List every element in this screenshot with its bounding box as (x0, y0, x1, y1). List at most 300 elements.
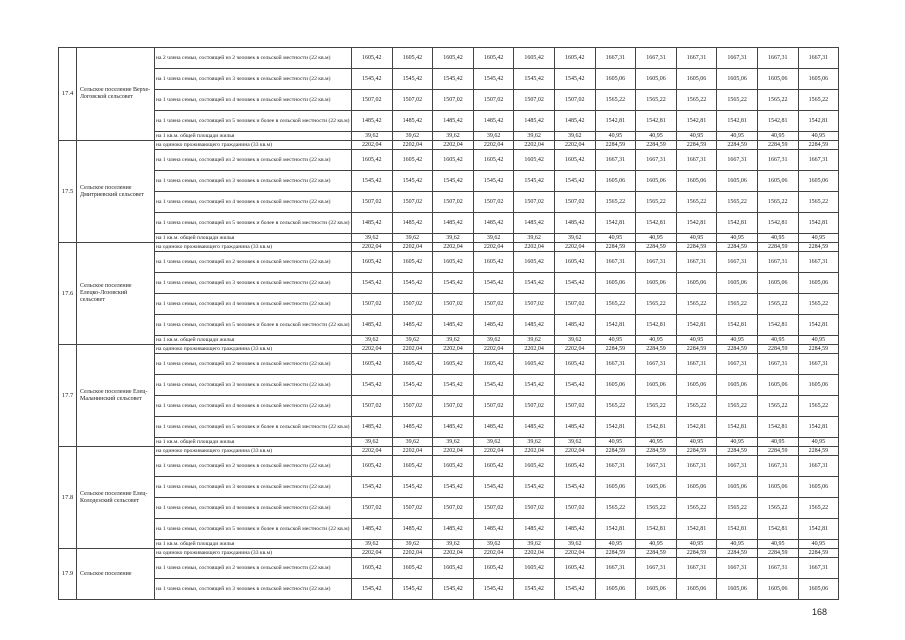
tariff-value: 2284,59 (636, 345, 677, 354)
tariff-value: 1507,02 (554, 90, 595, 111)
municipality-name: Сельское поселение Дмитриевский сельсовет (77, 141, 155, 243)
tariff-value: 40,95 (676, 234, 717, 243)
table-row (59, 375, 839, 396)
tariff-value: 39,62 (392, 438, 433, 447)
tariff-value: 1507,02 (433, 90, 474, 111)
tariff-value: 1545,42 (352, 375, 393, 396)
tariff-value: 2202,04 (554, 243, 595, 252)
tariff-value: 1545,42 (352, 579, 393, 600)
table-row (59, 132, 839, 141)
table-row (59, 111, 839, 132)
table-row (59, 336, 839, 345)
tariff-value: 1605,06 (717, 273, 758, 294)
tariff-value: 1605,42 (392, 456, 433, 477)
tariff-value: 39,62 (554, 438, 595, 447)
tariff-value: 1485,42 (352, 519, 393, 540)
norm-description: на одиноко проживающего гражданина (33 кв.м) (155, 345, 352, 354)
tariff-value: 1605,42 (514, 354, 555, 375)
tariff-value: 1507,02 (473, 498, 514, 519)
table-row (59, 150, 839, 171)
tariff-value: 1507,02 (554, 192, 595, 213)
table-row (59, 252, 839, 273)
tariff-value: 1507,02 (433, 498, 474, 519)
table-row (59, 498, 839, 519)
norm-description: на 1 члена семьи, состоящей из 2 человек в сельской местности (22 кв.м) (155, 456, 352, 477)
tariff-value: 1485,42 (352, 111, 393, 132)
tariff-value: 1485,42 (554, 417, 595, 438)
tariff-value: 40,95 (595, 438, 636, 447)
row-number: 17.6 (59, 243, 77, 345)
tariff-value: 1667,31 (757, 456, 798, 477)
tariff-value: 1542,81 (717, 213, 758, 234)
table-row (59, 213, 839, 234)
tariff-value: 40,95 (636, 438, 677, 447)
table-row (59, 579, 839, 600)
tariff-value: 1565,22 (798, 396, 839, 417)
table-row (59, 48, 839, 69)
tariff-value: 1545,42 (433, 477, 474, 498)
tariff-value: 39,62 (514, 540, 555, 549)
tariff-value: 1605,06 (595, 579, 636, 600)
tariff-value: 1507,02 (392, 90, 433, 111)
table-row (59, 519, 839, 540)
tariff-value: 39,62 (392, 540, 433, 549)
tariff-value: 1565,22 (595, 90, 636, 111)
tariff-value: 2284,59 (636, 549, 677, 558)
tariff-value: 1565,22 (676, 192, 717, 213)
tariff-value: 2284,59 (757, 549, 798, 558)
tariff-value: 1507,02 (514, 396, 555, 417)
tariff-value: 1545,42 (433, 579, 474, 600)
tariff-value: 1545,42 (554, 375, 595, 396)
tariff-value: 1667,31 (676, 48, 717, 69)
tariff-value: 1605,42 (514, 456, 555, 477)
tariff-value: 1542,81 (636, 213, 677, 234)
tariff-value: 40,95 (636, 540, 677, 549)
table-row (59, 345, 839, 354)
tariff-value: 1605,06 (676, 171, 717, 192)
tariff-value: 40,95 (717, 132, 758, 141)
tariff-value: 1605,42 (473, 558, 514, 579)
tariff-value: 1605,06 (595, 375, 636, 396)
tariff-value: 1485,42 (554, 315, 595, 336)
tariff-value: 39,62 (473, 438, 514, 447)
tariff-value: 1507,02 (352, 192, 393, 213)
tariff-value: 40,95 (798, 132, 839, 141)
tariff-value: 2202,04 (554, 549, 595, 558)
tariff-value: 1605,06 (636, 273, 677, 294)
tariff-value: 1605,42 (352, 48, 393, 69)
table-row (59, 558, 839, 579)
tariff-value: 1545,42 (514, 273, 555, 294)
norm-description: на 1 члена семьи, состоящей из 5 человек и более в сельской местности (22 кв.м) (155, 213, 352, 234)
tariff-value: 40,95 (757, 132, 798, 141)
tariff-value: 39,62 (352, 336, 393, 345)
tariff-value: 2202,04 (514, 243, 555, 252)
tariff-value: 1605,42 (554, 150, 595, 171)
norm-description: на 1 члена семьи, состоящей из 3 человек в сельской местности (22 кв.м) (155, 273, 352, 294)
tariff-value: 2202,04 (433, 243, 474, 252)
tariff-value: 1605,42 (392, 558, 433, 579)
tariff-value: 1545,42 (433, 273, 474, 294)
table-row (59, 396, 839, 417)
row-number: 17.5 (59, 141, 77, 243)
tariff-value: 40,95 (676, 132, 717, 141)
norm-description: на 1 члена семьи, состоящей из 2 человек в сельской местности (22 кв.м) (155, 354, 352, 375)
norm-description: на одиноко проживающего гражданина (33 кв.м) (155, 141, 352, 150)
tariff-value: 1667,31 (757, 558, 798, 579)
tariff-value: 39,62 (473, 234, 514, 243)
tariff-value: 1507,02 (514, 192, 555, 213)
table-row (59, 171, 839, 192)
municipality-name: Сельское поселение Елецко-Лозовский сельсовет (77, 243, 155, 345)
norm-description: на 1 члена семьи, состоящей из 4 человек в сельской местности (22 кв.м) (155, 90, 352, 111)
tariff-value: 2284,59 (798, 243, 839, 252)
tariff-value: 2284,59 (757, 447, 798, 456)
tariff-value: 1545,42 (473, 69, 514, 90)
tariff-value: 1545,42 (433, 69, 474, 90)
norm-description: на 1 кв.м. общей площади жилья (155, 336, 352, 345)
tariff-value: 1485,42 (433, 111, 474, 132)
tariff-value: 1485,42 (392, 213, 433, 234)
tariff-value: 1542,81 (636, 315, 677, 336)
tariff-value: 2284,59 (798, 447, 839, 456)
tariff-value: 39,62 (473, 132, 514, 141)
tariff-value: 1667,31 (757, 252, 798, 273)
tariff-value: 2284,59 (757, 345, 798, 354)
tariff-value: 1545,42 (473, 375, 514, 396)
tariff-value: 1485,42 (392, 519, 433, 540)
tariff-value: 2202,04 (514, 447, 555, 456)
tariff-value: 1545,42 (554, 69, 595, 90)
tariff-value: 39,62 (554, 234, 595, 243)
tariff-value: 1565,22 (676, 396, 717, 417)
tariff-value: 1485,42 (554, 519, 595, 540)
tariff-value: 39,62 (352, 540, 393, 549)
tariff-value: 1545,42 (554, 171, 595, 192)
tariff-value: 1565,22 (717, 396, 758, 417)
tariff-value: 39,62 (433, 234, 474, 243)
tariff-value: 1485,42 (433, 213, 474, 234)
tariff-value: 1542,81 (717, 315, 758, 336)
tariff-value: 1545,42 (514, 477, 555, 498)
tariff-value: 2284,59 (676, 447, 717, 456)
tariff-value: 1545,42 (352, 477, 393, 498)
tariff-value: 2202,04 (352, 345, 393, 354)
tariff-value: 1545,42 (473, 579, 514, 600)
norm-description: на 1 члена семьи, состоящей из 3 человек в сельской местности (22 кв.м) (155, 375, 352, 396)
tariff-value: 1542,81 (798, 111, 839, 132)
tariff-value: 2202,04 (352, 549, 393, 558)
tariff-value: 1542,81 (636, 519, 677, 540)
tariff-value: 40,95 (757, 336, 798, 345)
tariff-value: 2202,04 (473, 141, 514, 150)
tariff-value: 1605,06 (798, 69, 839, 90)
tariff-value: 1605,06 (676, 69, 717, 90)
tariff-value: 1667,31 (798, 456, 839, 477)
tariff-value: 1605,06 (757, 69, 798, 90)
tariff-value: 1542,81 (798, 519, 839, 540)
municipality-name: Сельское поселение Елец-Колодезский сельсовет (77, 447, 155, 549)
norm-description: на 1 члена семьи, состоящей из 5 человек и более в сельской местности (22 кв.м) (155, 417, 352, 438)
table-row (59, 549, 839, 558)
table-row (59, 294, 839, 315)
tariff-value: 1565,22 (595, 498, 636, 519)
tariff-value: 40,95 (717, 234, 758, 243)
tariff-value: 1542,81 (676, 213, 717, 234)
tariff-value: 1605,42 (392, 354, 433, 375)
row-number: 17.4 (59, 48, 77, 141)
norm-description: на 1 члена семьи, состоящей из 3 человек в сельской местности (22 кв.м) (155, 171, 352, 192)
tariff-value: 1605,06 (717, 171, 758, 192)
tariff-value: 2284,59 (676, 345, 717, 354)
tariff-value: 40,95 (798, 336, 839, 345)
tariff-value: 1485,42 (473, 315, 514, 336)
tariff-value: 39,62 (352, 132, 393, 141)
tariff-value: 1507,02 (514, 294, 555, 315)
municipality-name: Сельское поселение Верхе-Логовской сельсовет (77, 48, 155, 141)
tariff-value: 1545,42 (392, 579, 433, 600)
tariff-value: 1667,31 (717, 252, 758, 273)
tariff-value: 40,95 (595, 336, 636, 345)
tariff-value: 1565,22 (636, 294, 677, 315)
table-row (59, 477, 839, 498)
norm-description: на 1 кв.м. общей площади жилья (155, 234, 352, 243)
tariff-value: 1507,02 (433, 396, 474, 417)
tariff-value: 1565,22 (757, 396, 798, 417)
tariff-value: 39,62 (514, 336, 555, 345)
tariff-value: 40,95 (676, 438, 717, 447)
tariff-value: 1542,81 (595, 519, 636, 540)
tariff-value: 39,62 (473, 540, 514, 549)
tariff-value: 1667,31 (636, 150, 677, 171)
tariff-value: 1485,42 (433, 315, 474, 336)
tariff-value: 1485,42 (352, 417, 393, 438)
tariff-value: 1605,06 (636, 477, 677, 498)
tariff-value: 1605,42 (352, 456, 393, 477)
tariff-value: 2202,04 (514, 141, 555, 150)
tariff-value: 1605,06 (757, 171, 798, 192)
tariff-value: 1667,31 (717, 456, 758, 477)
tariff-value: 2284,59 (595, 549, 636, 558)
tariff-value: 1542,81 (676, 315, 717, 336)
tariff-value: 2202,04 (352, 141, 393, 150)
tariff-value: 1542,81 (595, 417, 636, 438)
tariff-value: 2284,59 (798, 549, 839, 558)
tariff-value: 1565,22 (636, 90, 677, 111)
tariff-value: 2202,04 (514, 549, 555, 558)
tariff-value: 1605,06 (757, 477, 798, 498)
table-row (59, 354, 839, 375)
tariff-value: 2284,59 (676, 141, 717, 150)
tariff-value: 1605,06 (798, 579, 839, 600)
tariff-value: 2202,04 (433, 549, 474, 558)
tariff-value: 1605,42 (433, 252, 474, 273)
tariff-value: 1565,22 (636, 396, 677, 417)
tariff-value: 1605,42 (352, 252, 393, 273)
tariff-value: 2202,04 (433, 141, 474, 150)
tariff-value: 1605,06 (717, 69, 758, 90)
tariff-value: 40,95 (757, 438, 798, 447)
table-row (59, 234, 839, 243)
tariff-value: 40,95 (798, 438, 839, 447)
tariff-value: 1542,81 (757, 519, 798, 540)
tariff-value: 2202,04 (352, 447, 393, 456)
norm-description: на 1 члена семьи, состоящей из 3 человек в сельской местности (22 кв.м) (155, 477, 352, 498)
tariff-value: 1545,42 (392, 171, 433, 192)
tariff-value: 2284,59 (717, 447, 758, 456)
tariff-value: 1507,02 (514, 498, 555, 519)
tariff-value: 1605,42 (433, 456, 474, 477)
tariff-value: 1565,22 (595, 294, 636, 315)
tariff-value: 1667,31 (636, 252, 677, 273)
tariff-value: 2202,04 (473, 549, 514, 558)
tariff-value: 39,62 (554, 336, 595, 345)
tariff-value: 1485,42 (392, 111, 433, 132)
tariff-value: 39,62 (352, 234, 393, 243)
table-row (59, 273, 839, 294)
tariff-value: 1667,31 (717, 354, 758, 375)
tariff-value: 39,62 (392, 234, 433, 243)
tariff-value: 1545,42 (433, 375, 474, 396)
tariff-value: 1605,42 (433, 558, 474, 579)
tariff-value: 1667,31 (798, 48, 839, 69)
tariff-value: 39,62 (514, 438, 555, 447)
row-number: 17.7 (59, 345, 77, 447)
tariff-value: 1667,31 (676, 456, 717, 477)
tariff-value: 40,95 (798, 234, 839, 243)
tariff-value: 1507,02 (352, 90, 393, 111)
tariff-value: 1507,02 (392, 498, 433, 519)
tariff-value: 1507,02 (473, 396, 514, 417)
tariff-value: 2202,04 (554, 345, 595, 354)
tariff-value: 40,95 (798, 540, 839, 549)
tariff-table-body (59, 48, 839, 600)
tariff-value: 1605,42 (352, 150, 393, 171)
tariff-value: 2284,59 (798, 345, 839, 354)
tariff-value: 1565,22 (636, 192, 677, 213)
tariff-value: 1542,81 (595, 213, 636, 234)
norm-description: на 1 члена семьи, состоящей из 4 человек в сельской местности (22 кв.м) (155, 396, 352, 417)
tariff-value: 1565,22 (717, 498, 758, 519)
tariff-value: 1545,42 (352, 171, 393, 192)
tariff-value: 1605,42 (554, 48, 595, 69)
tariff-value: 1545,42 (352, 273, 393, 294)
norm-description: на 1 члена семьи, состоящей из 2 человек в сельской местности (22 кв.м) (155, 252, 352, 273)
tariff-value: 1667,31 (636, 456, 677, 477)
tariff-value: 2284,59 (595, 447, 636, 456)
tariff-value: 1605,42 (514, 252, 555, 273)
tariff-value: 1605,06 (717, 579, 758, 600)
tariff-value: 1507,02 (554, 498, 595, 519)
tariff-value: 1667,31 (717, 150, 758, 171)
tariff-value: 1485,42 (473, 417, 514, 438)
tariff-value: 1565,22 (676, 498, 717, 519)
tariff-value: 1507,02 (433, 192, 474, 213)
tariff-value: 39,62 (433, 438, 474, 447)
tariff-value: 1667,31 (595, 354, 636, 375)
tariff-value: 2284,59 (676, 549, 717, 558)
tariff-value: 1485,42 (392, 315, 433, 336)
tariff-value: 1507,02 (352, 498, 393, 519)
tariff-value: 1605,06 (595, 477, 636, 498)
tariff-value: 40,95 (717, 540, 758, 549)
tariff-value: 1542,81 (798, 417, 839, 438)
tariff-value: 39,62 (514, 234, 555, 243)
tariff-value: 2202,04 (392, 243, 433, 252)
tariff-value: 1542,81 (757, 417, 798, 438)
tariff-value: 1485,42 (352, 213, 393, 234)
tariff-value: 40,95 (636, 234, 677, 243)
tariff-value: 1542,81 (717, 111, 758, 132)
tariff-value: 2284,59 (636, 243, 677, 252)
tariff-value: 1507,02 (392, 192, 433, 213)
tariff-value: 1605,42 (473, 48, 514, 69)
row-number: 17.9 (59, 549, 77, 600)
tariff-value: 2202,04 (392, 345, 433, 354)
tariff-value: 1667,31 (798, 252, 839, 273)
tariff-value: 1667,31 (676, 354, 717, 375)
page-number: 168 (812, 607, 828, 617)
tariff-value: 1507,02 (352, 294, 393, 315)
tariff-value: 1507,02 (392, 294, 433, 315)
tariff-value: 1605,42 (514, 558, 555, 579)
tariff-value: 1605,42 (473, 150, 514, 171)
norm-description: на одиноко проживающего гражданина (33 кв.м) (155, 243, 352, 252)
tariff-value: 1565,22 (798, 294, 839, 315)
tariff-value: 1565,22 (676, 90, 717, 111)
tariff-value: 1485,42 (473, 519, 514, 540)
tariff-value: 1542,81 (595, 315, 636, 336)
tariff-value: 1542,81 (676, 519, 717, 540)
tariff-value: 1507,02 (473, 294, 514, 315)
tariff-value: 1565,22 (595, 192, 636, 213)
tariff-value: 1542,81 (757, 111, 798, 132)
norm-description: на 1 кв.м. общей площади жилья (155, 438, 352, 447)
tariff-value: 1667,31 (636, 558, 677, 579)
tariff-value: 1545,42 (473, 273, 514, 294)
tariff-value: 1667,31 (798, 354, 839, 375)
tariff-value: 1507,02 (352, 396, 393, 417)
tariff-value: 1605,06 (595, 171, 636, 192)
tariff-value: 1565,22 (757, 498, 798, 519)
tariff-value: 2284,59 (717, 549, 758, 558)
tariff-value: 40,95 (717, 336, 758, 345)
norm-description: на 1 члена семьи, состоящей из 5 человек и более в сельской местности (22 кв.м) (155, 111, 352, 132)
tariff-value: 2284,59 (717, 141, 758, 150)
tariff-value: 1542,81 (636, 111, 677, 132)
tariff-value: 1605,06 (717, 375, 758, 396)
tariff-value: 1545,42 (554, 477, 595, 498)
tariff-value: 1485,42 (554, 213, 595, 234)
tariff-value: 1605,06 (798, 477, 839, 498)
tariff-value: 1605,06 (798, 171, 839, 192)
tariff-value: 2202,04 (473, 243, 514, 252)
tariff-value: 2202,04 (433, 447, 474, 456)
tariff-value: 1605,42 (554, 252, 595, 273)
tariff-value: 1605,42 (473, 252, 514, 273)
tariff-value: 1605,42 (433, 354, 474, 375)
tariff-value: 1485,42 (514, 417, 555, 438)
tariff-value: 2202,04 (392, 447, 433, 456)
tariff-value: 1565,22 (595, 396, 636, 417)
tariff-value: 1605,42 (473, 354, 514, 375)
tariff-value: 1667,31 (676, 558, 717, 579)
tariff-value: 1485,42 (514, 111, 555, 132)
tariff-value: 1605,06 (636, 579, 677, 600)
tariff-value: 1485,42 (514, 315, 555, 336)
tariff-value: 1667,31 (595, 558, 636, 579)
